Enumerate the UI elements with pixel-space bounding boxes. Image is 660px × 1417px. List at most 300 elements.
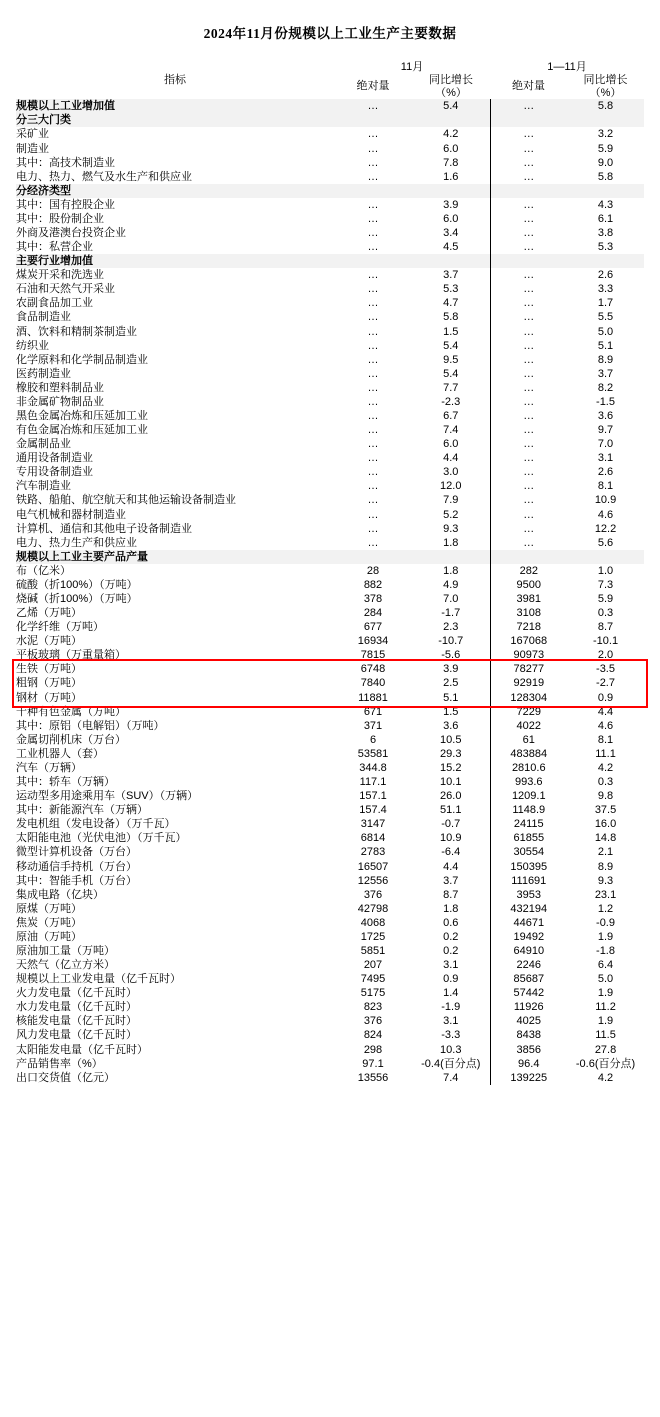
row-value: -3.5 — [596, 663, 615, 676]
table-row — [16, 226, 644, 240]
row-value — [412, 254, 490, 268]
row-label: 汽车（万辆） — [16, 761, 82, 774]
table-row — [16, 296, 644, 310]
row-value: -1.9 — [412, 1000, 490, 1014]
table-row — [16, 860, 644, 874]
row-value: 3953 — [516, 888, 541, 901]
row-value: 10.3 — [412, 1043, 490, 1057]
row-value: 111691 — [511, 874, 547, 887]
row-value: 2.3 — [412, 620, 490, 634]
row-value: … — [523, 339, 535, 352]
row-value: 10.9 — [412, 831, 490, 845]
row-label: 天然气（亿立方米） — [16, 959, 115, 972]
row-label: 规模以上工业发电量（亿千瓦时） — [16, 973, 181, 986]
row-label: 核能发电量（亿千瓦时） — [16, 1015, 137, 1028]
row-value: … — [367, 522, 379, 535]
row-value: … — [367, 339, 379, 352]
row-value: 15.2 — [412, 761, 490, 775]
row-value: 10.9 — [594, 494, 617, 507]
row-label: 火力发电量（亿千瓦时） — [16, 987, 137, 1000]
row-value: … — [367, 100, 379, 113]
table-row — [16, 508, 644, 522]
table-row — [16, 944, 644, 958]
table-row — [16, 1028, 644, 1042]
row-value: 16507 — [357, 860, 389, 873]
row-value: 9.8 — [597, 790, 614, 803]
row-label: 移动通信手持机（万台） — [16, 860, 137, 873]
row-value: 1.9 — [597, 930, 614, 943]
row-value: 882 — [363, 578, 383, 591]
row-value: … — [523, 269, 535, 282]
table-row — [16, 719, 644, 733]
row-label: 原煤（万吨） — [16, 902, 82, 915]
header-month-absolute — [334, 74, 412, 99]
row-label: 其中：智能手机（万台） — [16, 874, 137, 887]
row-value: 7.4 — [412, 423, 490, 437]
table-row — [16, 409, 644, 423]
row-value: … — [367, 128, 379, 141]
row-value: … — [523, 226, 535, 239]
row-value: 7229 — [516, 705, 541, 718]
row-label: 黑色金属冶炼和压延加工业 — [16, 410, 148, 422]
row-value: 5.2 — [412, 508, 490, 522]
row-value: … — [523, 452, 535, 465]
row-value: 3.7 — [412, 874, 490, 888]
row-value: 11.1 — [595, 747, 616, 760]
table-row — [16, 156, 644, 170]
row-value: 12556 — [357, 874, 389, 887]
row-value: … — [367, 353, 379, 366]
row-value: 11.5 — [595, 1029, 616, 1042]
row-value: 3.4 — [412, 226, 490, 240]
row-value: 1725 — [360, 930, 386, 943]
table-row — [16, 113, 644, 127]
row-value: … — [523, 480, 535, 493]
row-value: 3.6 — [412, 719, 490, 733]
table-row — [16, 479, 644, 493]
row-label: 太阳能电池（光伏电池）（万千瓦） — [16, 832, 187, 845]
row-value: 5.3 — [412, 282, 490, 296]
row-value: … — [367, 395, 379, 408]
row-label: 运动型多用途乘用车（SUV）（万辆） — [16, 790, 199, 803]
row-value: 97.1 — [362, 1057, 384, 1070]
row-value: 3.9 — [412, 198, 490, 212]
row-value: … — [523, 410, 535, 422]
row-value: -10.1 — [592, 635, 619, 648]
row-label: 其中：轿车（万辆） — [16, 776, 115, 789]
table-row — [16, 761, 644, 775]
row-value: 5.8 — [597, 100, 614, 113]
table-row — [16, 142, 644, 156]
row-value: 11881 — [358, 691, 388, 704]
row-value: 4.7 — [412, 296, 490, 310]
row-value: 6.4 — [597, 959, 614, 972]
row-label: 集成电路（亿块） — [16, 888, 104, 901]
table-row — [16, 451, 644, 465]
row-value — [490, 184, 567, 198]
row-value: 6814 — [360, 832, 386, 845]
table-row — [16, 902, 644, 916]
table-row — [16, 634, 644, 648]
row-value: 4.2 — [412, 127, 490, 141]
row-value: -0.7 — [412, 817, 490, 831]
row-value: 4022 — [516, 719, 541, 732]
row-value: … — [523, 508, 535, 521]
row-value — [567, 113, 644, 127]
row-label: 其中：高技术制造业 — [16, 156, 115, 169]
row-value: -1.5 — [596, 395, 615, 408]
row-label: 工业机器人（套） — [16, 747, 104, 760]
row-value: 42798 — [357, 902, 389, 915]
table-row — [16, 282, 644, 296]
row-value: 30554 — [513, 846, 545, 859]
table-row — [16, 184, 644, 198]
row-value: 8.7 — [597, 621, 614, 634]
row-value: 0.2 — [412, 944, 490, 958]
row-value: 11926 — [513, 1001, 544, 1014]
row-value: 671 — [363, 705, 383, 718]
row-label: 其中：股份制企业 — [16, 212, 104, 225]
row-value: 0.3 — [597, 776, 614, 789]
table-row — [16, 1057, 644, 1071]
row-value: 6748 — [360, 663, 386, 676]
row-value: 96.4 — [518, 1057, 540, 1070]
row-label: 医药制造业 — [16, 367, 71, 380]
row-label: 平板玻璃（万重量箱） — [16, 649, 126, 662]
table-row — [16, 268, 644, 282]
row-value: … — [523, 522, 535, 535]
row-value: 2246 — [516, 959, 541, 972]
header-cumulative-growth-line2: （%） — [589, 86, 622, 99]
row-value: 2.0 — [597, 649, 614, 662]
row-value: 1.4 — [412, 986, 490, 1000]
row-value: 376 — [363, 888, 383, 901]
table-row — [16, 254, 644, 268]
row-value — [567, 254, 644, 268]
row-value: 376 — [363, 1015, 383, 1028]
table-row — [16, 564, 644, 578]
row-value: 3.2 — [597, 128, 614, 141]
row-value: … — [523, 156, 535, 169]
row-value: … — [523, 536, 535, 549]
table-row — [16, 916, 644, 930]
table-row — [16, 831, 644, 845]
table-row — [16, 198, 644, 212]
row-value: … — [523, 438, 535, 451]
table-row — [16, 522, 644, 536]
row-value: … — [367, 536, 379, 549]
row-value: 3981 — [516, 593, 541, 606]
row-value: … — [523, 241, 535, 254]
row-value: 3.6 — [597, 410, 614, 422]
row-value — [567, 550, 644, 564]
row-value: … — [367, 269, 379, 282]
table-row — [16, 240, 644, 254]
row-label: 出口交货值（亿元） — [16, 1071, 115, 1084]
table-row — [16, 465, 644, 479]
row-value: -3.3 — [412, 1028, 490, 1042]
row-label: 钢材（万吨） — [16, 691, 82, 704]
row-value: … — [523, 325, 535, 338]
row-value: 6.1 — [597, 212, 614, 225]
row-label: 酒、饮料和精制茶制造业 — [16, 325, 137, 338]
row-value: … — [367, 452, 379, 465]
row-value: 51.1 — [412, 803, 490, 817]
row-label: 烧碱（折100%）（万吨） — [16, 593, 138, 606]
row-value: -0.6(百分点) — [575, 1057, 636, 1070]
header-cumulative-absolute-line1: 绝对量 — [512, 80, 546, 93]
row-value: 157.4 — [359, 804, 387, 817]
row-value: 5851 — [360, 944, 386, 957]
row-value: 8.2 — [597, 381, 614, 394]
row-value: -5.6 — [412, 648, 490, 662]
row-value: 5175 — [360, 987, 386, 1000]
row-value: … — [523, 381, 535, 394]
table-row — [16, 99, 644, 113]
row-value: … — [367, 241, 379, 254]
row-value: 207 — [363, 959, 383, 972]
header-cumulative-growth-line1: 同比增长 — [583, 74, 628, 86]
row-value: 167068 — [510, 635, 548, 648]
row-label: 其中：国有控股企业 — [16, 198, 115, 211]
table-row — [16, 1043, 644, 1057]
row-value: 3.1 — [412, 958, 490, 972]
row-label: 化学纤维（万吨） — [16, 621, 104, 634]
row-value: 3108 — [516, 607, 541, 620]
table-row — [16, 803, 644, 817]
row-value: … — [367, 283, 379, 296]
row-value: … — [367, 508, 379, 521]
row-value: … — [523, 100, 535, 113]
row-label: 粗钢（万吨） — [16, 677, 82, 690]
row-value: -10.7 — [412, 634, 490, 648]
row-label: 通用设备制造业 — [16, 452, 93, 465]
row-value: 1.0 — [597, 564, 614, 577]
row-value — [490, 550, 567, 564]
row-value: 14.8 — [594, 832, 617, 845]
row-value: 7815 — [360, 649, 386, 662]
row-value: 6.7 — [412, 409, 490, 423]
row-value: 7840 — [360, 677, 386, 690]
row-value: 8.7 — [412, 888, 490, 902]
table-row — [16, 620, 644, 634]
row-value: 3.1 — [412, 1014, 490, 1028]
row-value: 0.2 — [412, 930, 490, 944]
row-value: … — [367, 142, 379, 155]
row-value: 7218 — [516, 621, 541, 634]
row-value — [334, 254, 412, 268]
table-row — [16, 1071, 644, 1085]
table-row — [16, 733, 644, 747]
row-value: 1.7 — [597, 297, 614, 310]
table-row — [16, 550, 644, 564]
row-value: … — [523, 311, 535, 324]
row-value: 7.8 — [412, 156, 490, 170]
row-value: 2810.6 — [511, 761, 546, 774]
row-value — [334, 184, 412, 198]
row-value: 8.9 — [597, 860, 614, 873]
row-label: 非金属矿物制品业 — [16, 395, 104, 408]
table-header — [16, 58, 644, 99]
row-value: 90973 — [513, 649, 545, 662]
row-value: 0.9 — [597, 691, 614, 704]
row-value: 4068 — [360, 916, 386, 929]
row-label: 主要行业增加值 — [16, 255, 93, 268]
row-value: … — [367, 325, 379, 338]
table-row — [16, 676, 644, 690]
table-row — [16, 691, 644, 705]
row-value: 2783 — [360, 846, 386, 859]
row-value: 993.6 — [515, 776, 543, 789]
row-value: 27.8 — [594, 1043, 617, 1056]
row-value: 1.9 — [597, 987, 614, 1000]
table-row — [16, 325, 644, 339]
row-label: 纺织业 — [16, 339, 49, 352]
table-row — [16, 381, 644, 395]
row-value: 8.1 — [597, 480, 614, 493]
row-value: 1148.9 — [512, 804, 546, 817]
row-label: 外商及港澳台投资企业 — [16, 226, 126, 239]
row-value: 2.6 — [597, 269, 614, 282]
row-label: 专用设备制造业 — [16, 466, 93, 479]
row-label: 布（亿米） — [16, 564, 71, 577]
row-value: 16.0 — [594, 818, 617, 831]
table-row — [16, 592, 644, 606]
table-row — [16, 888, 644, 902]
table-row — [16, 536, 644, 550]
row-label: 电气机械和器材制造业 — [16, 508, 126, 521]
row-value: 9.3 — [412, 522, 490, 536]
row-value: 3856 — [516, 1043, 541, 1056]
table-row — [16, 395, 644, 409]
table-row — [16, 930, 644, 944]
row-value: 8.9 — [597, 353, 614, 366]
row-value: 4.3 — [597, 198, 614, 211]
row-label: 十种有色金属（万吨） — [16, 705, 126, 718]
row-label: 铁路、船舶、航空航天和其他运输设备制造业 — [16, 494, 236, 507]
row-value: 5.5 — [597, 311, 614, 324]
row-value: -2.3 — [412, 395, 490, 409]
row-value: 6.0 — [412, 142, 490, 156]
row-value: 157.1 — [359, 790, 387, 803]
row-value: … — [367, 297, 379, 310]
row-value: … — [367, 381, 379, 394]
row-value: 26.0 — [412, 789, 490, 803]
row-value: … — [367, 494, 379, 507]
row-value: 5.8 — [412, 310, 490, 324]
row-value: 117.1 — [359, 776, 387, 789]
row-value: 4.9 — [412, 578, 490, 592]
row-value: 5.1 — [412, 691, 490, 705]
page-title: 2024年11月份规模以上工业生产主要数据 — [203, 26, 457, 41]
row-value: 1.8 — [412, 564, 490, 578]
row-label: 原油加工量（万吨） — [16, 944, 115, 957]
row-value: 5.8 — [597, 170, 614, 183]
row-value: 9.7 — [597, 424, 614, 437]
row-value — [490, 254, 567, 268]
row-value: 1209.1 — [511, 790, 546, 803]
row-value: 12.2 — [594, 522, 617, 535]
row-value: 150395 — [510, 860, 548, 873]
table-row — [16, 817, 644, 831]
table-row — [16, 339, 644, 353]
row-value: 0.6 — [412, 916, 490, 930]
header-month-growth-line2: （%） — [435, 86, 467, 99]
row-value: 44671 — [513, 916, 545, 929]
table-row — [16, 170, 644, 184]
table-row — [16, 423, 644, 437]
row-value: 4.6 — [597, 508, 614, 521]
row-value: 282 — [519, 564, 538, 577]
row-value: … — [523, 395, 535, 408]
table-row — [16, 127, 644, 141]
row-value: 6 — [369, 733, 377, 746]
row-value: 37.5 — [594, 804, 617, 817]
row-label: 橡胶和塑料制品业 — [16, 381, 104, 394]
row-label: 焦炭（万吨） — [16, 916, 82, 929]
row-label: 制造业 — [16, 142, 49, 155]
row-value: 23.1 — [594, 888, 617, 901]
row-label: 化学原料和化学制品制造业 — [16, 353, 148, 366]
row-value: 5.4 — [412, 339, 490, 353]
row-label: 农副食品加工业 — [16, 297, 93, 310]
row-value: 10.1 — [412, 775, 490, 789]
row-value: 5.4 — [412, 99, 490, 113]
table-row — [16, 972, 644, 986]
row-value: 12.0 — [412, 479, 490, 493]
row-value — [334, 550, 412, 564]
row-label: 生铁（万吨） — [16, 663, 82, 676]
row-value: 0.9 — [412, 972, 490, 986]
row-value — [490, 113, 567, 127]
row-value: 3.7 — [412, 268, 490, 282]
table-row — [16, 493, 644, 507]
row-value: 378 — [363, 593, 383, 606]
row-value: 4.4 — [597, 705, 614, 718]
header-month-absolute-line1: 绝对量 — [356, 80, 390, 93]
row-value: … — [367, 410, 379, 422]
row-label: 乙烯（万吨） — [16, 607, 82, 620]
row-label: 水泥（万吨） — [16, 635, 82, 648]
row-value: 483884 — [510, 747, 548, 760]
table-row — [16, 578, 644, 592]
row-value: 64910 — [513, 944, 545, 957]
row-value: 5.4 — [412, 367, 490, 381]
row-value: … — [367, 480, 379, 493]
row-value: 7.7 — [412, 381, 490, 395]
row-value: 4.2 — [597, 761, 614, 774]
row-label: 原油（万吨） — [16, 930, 82, 943]
header-group-month: 11月 — [400, 61, 424, 73]
table-body — [16, 99, 644, 1084]
row-label: 风力发电量（亿千瓦时） — [16, 1029, 137, 1042]
row-value: 4025 — [516, 1015, 541, 1028]
row-label: 发电机组（发电设备）（万千瓦） — [16, 818, 176, 831]
row-value: 3.0 — [412, 465, 490, 479]
header-month-growth — [412, 74, 490, 99]
table-row — [16, 789, 644, 803]
row-value: 2.6 — [597, 466, 614, 479]
row-value: 85687 — [513, 973, 545, 986]
row-value: … — [523, 198, 535, 211]
row-label: 食品制造业 — [16, 311, 71, 324]
row-value: 13556 — [357, 1071, 389, 1084]
table-row — [16, 958, 644, 972]
row-value: 677 — [363, 621, 383, 634]
row-value: … — [367, 424, 379, 437]
row-value: 10.5 — [412, 733, 490, 747]
row-value: 61855 — [513, 832, 545, 845]
